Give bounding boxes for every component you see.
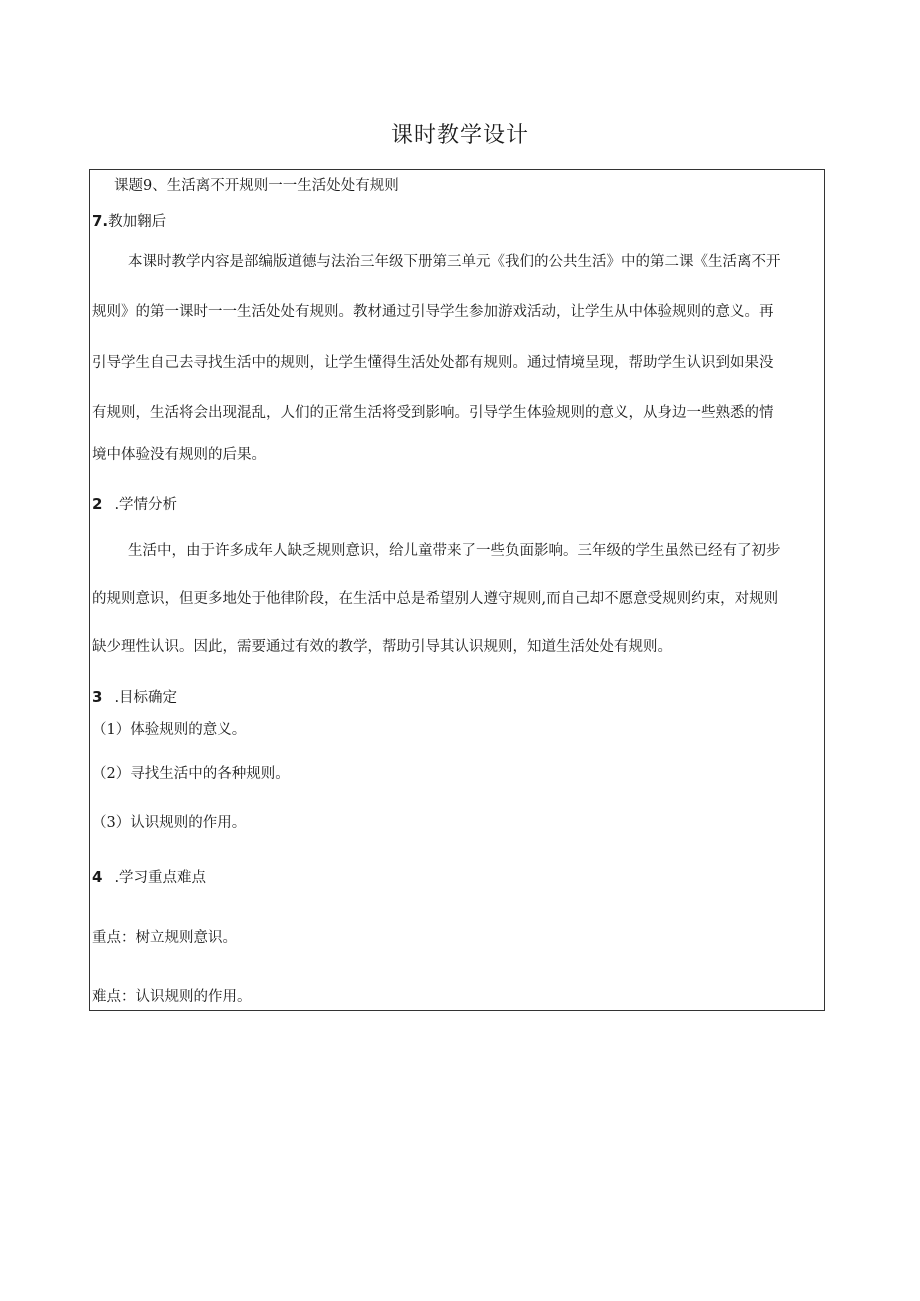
page-title: 课时教学设计 — [390, 123, 529, 148]
goal-item: （1）体验规则的意义。 — [92, 722, 247, 738]
section2-paragraph — [92, 541, 822, 661]
section1-line: 有规则，生活将会出现混乱，人们的正常生活将受到影响。引导学生体验规则的意义，从身边一些熟悉的情 — [92, 405, 774, 421]
section1-line: 引导学生自己去寻找生活中的规则，让学生懂得生活处处都有规则。通过情境呈现，帮助学生认识到如果没 — [92, 355, 774, 371]
section1-paragraph — [92, 252, 822, 472]
section2-line: 缺少理性认识。因此，需要通过有效的教学，帮助引导其认识规则，知道生活处处有规则。 — [92, 639, 672, 655]
section1-number: 7. — [92, 212, 109, 230]
section3-title: .目标确定 — [114, 690, 178, 706]
lesson-header: 课题9、生活离不开规则一一生活处处有规则 — [114, 178, 399, 194]
difficult-point: 难点：认识规则的作用。 — [92, 989, 252, 1005]
section3-heading — [92, 687, 177, 708]
section1-line: 本课时教学内容是部编版道德与法治三年级下册第三单元《我们的公共生活》中的第二课《生活离不开 — [128, 254, 781, 270]
key-point: 重点：树立规则意识。 — [92, 930, 237, 946]
section4-title: .学习重点难点 — [114, 870, 207, 886]
section1-title: 教加翱后 — [108, 214, 167, 230]
section2-title: .学情分析 — [114, 497, 178, 513]
section3-number: 3 — [92, 688, 103, 706]
goal-item: （3）认识规则的作用。 — [92, 815, 247, 831]
section4-heading — [92, 867, 206, 888]
section1-line: 境中体验没有规则的后果。 — [92, 447, 266, 463]
section1-heading — [92, 211, 166, 232]
section2-number: 2 — [92, 495, 103, 513]
section1-line: 规则》的第一课时一一生活处处有规则。教材通过引导学生参加游戏活动，让学生从中体验规则的意义。再 — [92, 304, 774, 320]
section2-line: 的规则意识，但更多地处于他律阶段，在生活中总是希望别人遵守规则,而自己却不愿意受规则约束，对规则 — [92, 591, 779, 607]
section2-heading — [92, 494, 177, 515]
section4-number: 4 — [92, 868, 103, 886]
goal-item: （2）寻找生活中的各种规则。 — [92, 766, 290, 782]
section2-line: 生活中，由于许多成年人缺乏规则意识，给儿童带来了一些负面影响。三年级的学生虽然已经有了初步 — [128, 543, 781, 559]
